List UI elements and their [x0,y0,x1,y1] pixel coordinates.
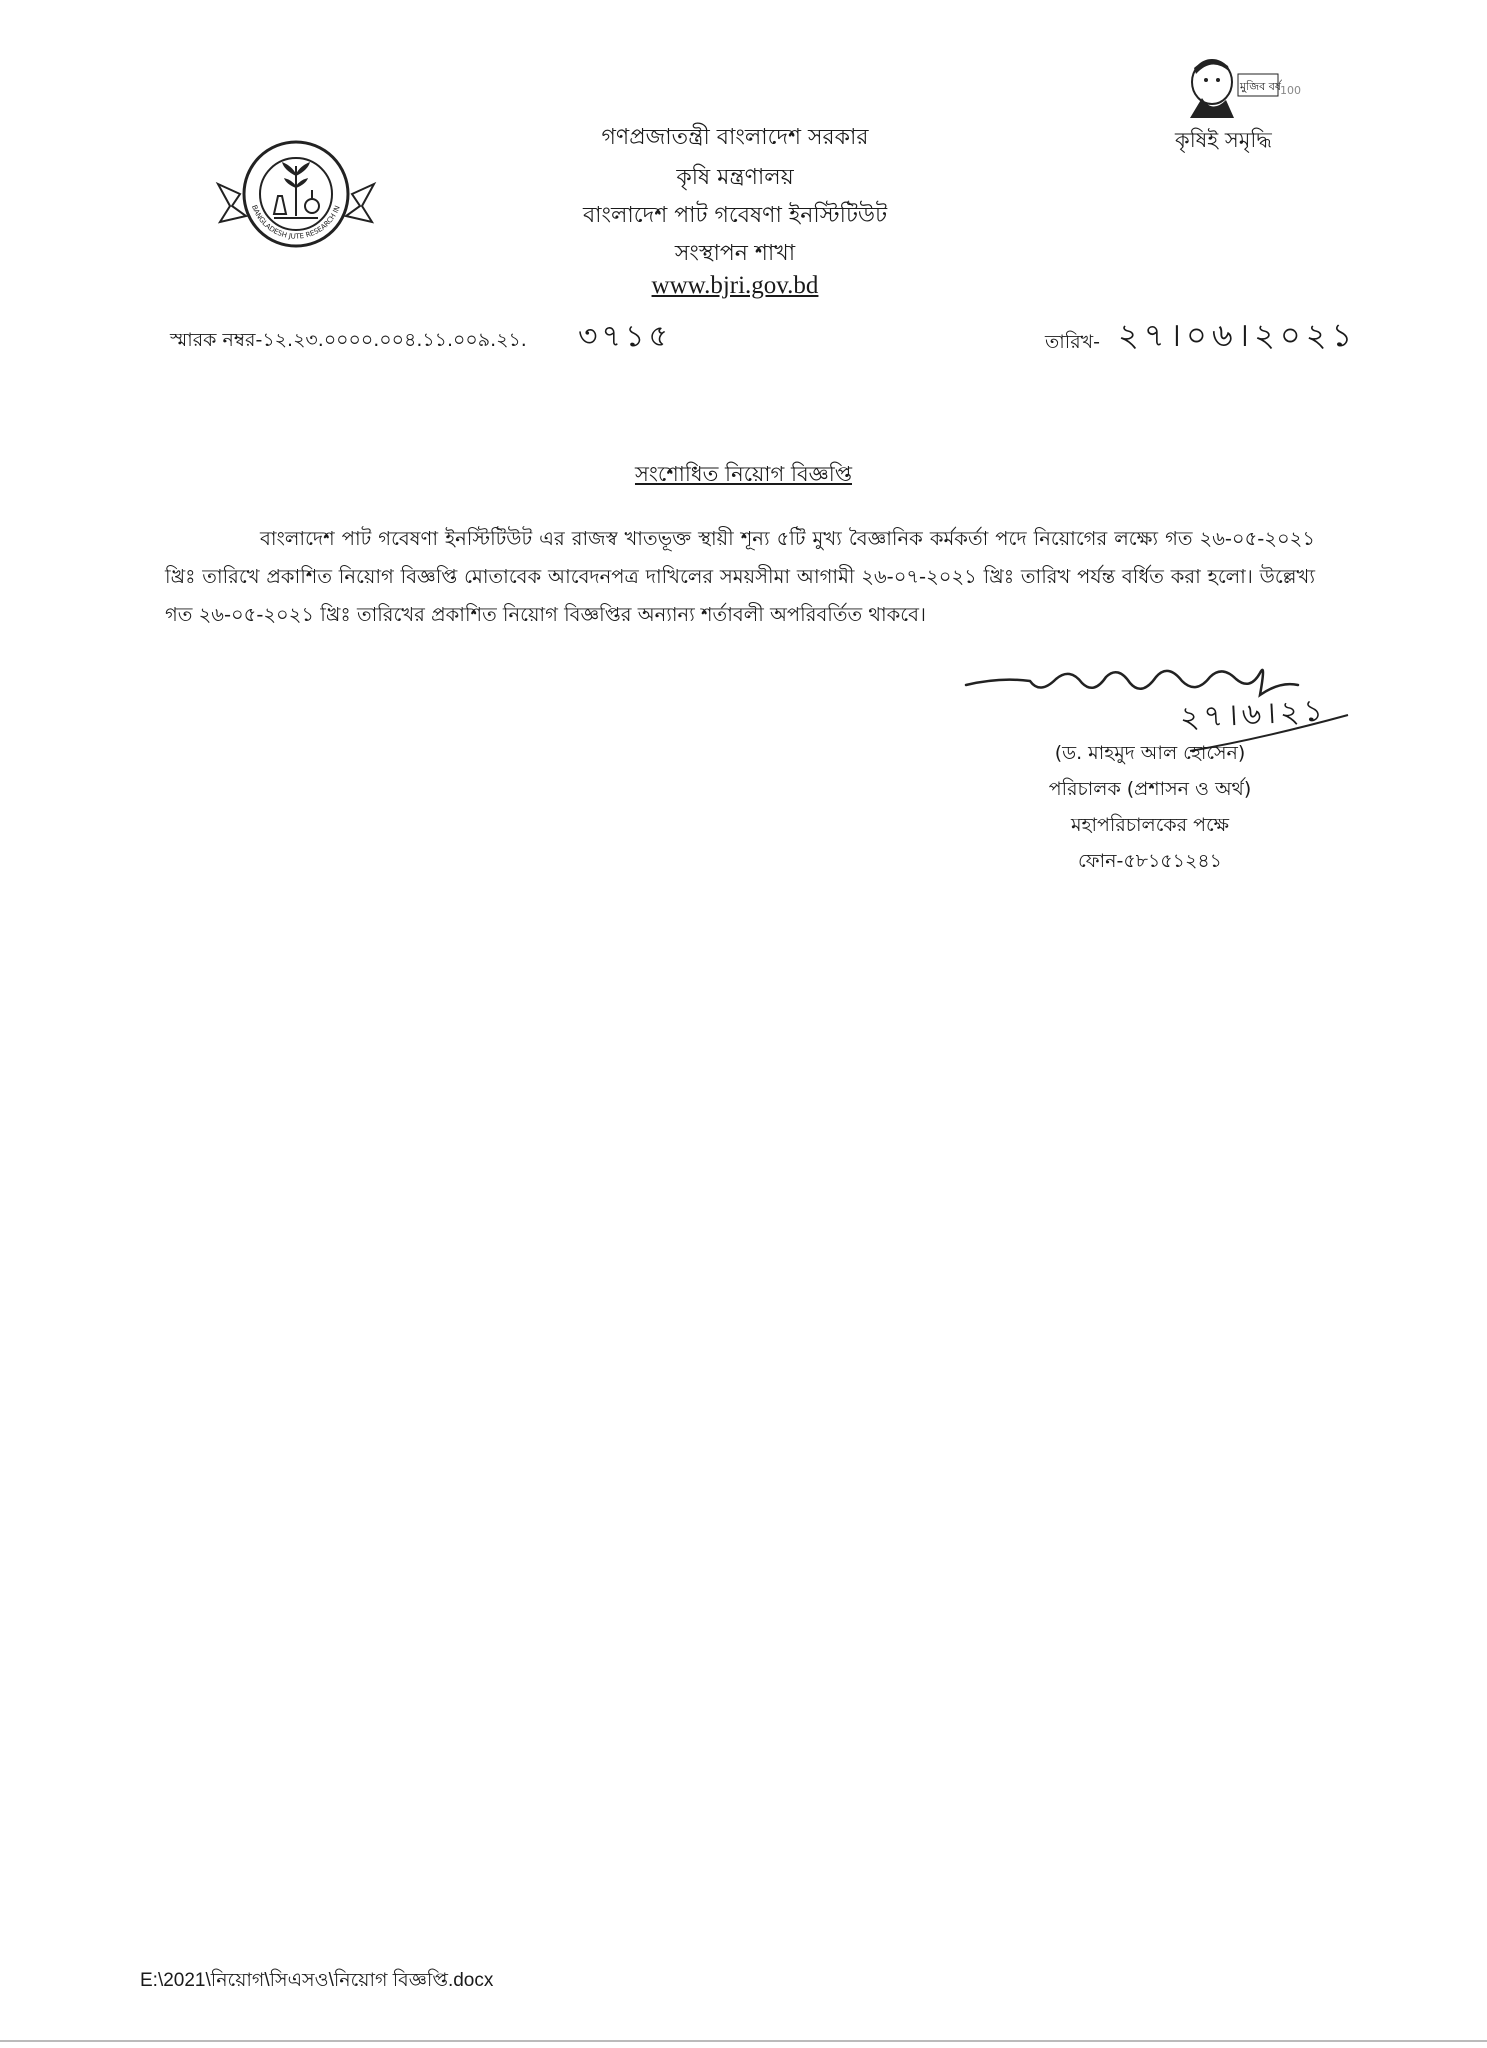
file-path: E:\2021\নিয়োগ\সিএসও\নিয়োগ বিজ্ঞপ্তি.docx [140,1970,494,1991]
government-name: গণপ্রজাতন্ত্রী বাংলাদেশ সরকার [601,125,869,150]
mujib-borsho-logo [1180,54,1310,120]
date-label: তারিখ- [1045,331,1100,353]
date-handwritten: ২৭।০৬।২০২১ [1118,316,1358,354]
section-name: সংস্থাপন শাখা [674,241,796,266]
svg-text:100: 100 [1280,84,1301,97]
page-bottom-rule [0,2040,1487,2042]
signatory-block [980,735,1320,879]
mujib-borsho-logo-icon [1180,54,1310,120]
slogan: কৃষিই সমৃদ্ধি [1175,128,1272,152]
signatory-designation: পরিচালক (প্রশাসন ও অর্থ) [1048,778,1252,800]
memo-number-label: স্মারক নম্বর-১২.২৩.০০০০.০০৪.১১.০০৯.২১. [170,329,527,351]
website-link[interactable]: www.bjri.gov.bd [651,272,819,299]
memo-number-handwritten: ৩৭১৫ [578,319,672,354]
notice-title: সংশোধিত নিয়োগ বিজ্ঞপ্তি [634,462,852,486]
signatory-name: (ড. মাহমুদ আল হোসেন) [1054,742,1246,764]
signatory-phone: ফোন-৫৮১৫১২৪১ [1078,850,1222,872]
signatory-on-behalf: মহাপরিচালকের পক্ষে [1070,814,1230,836]
ministry-name: কৃষি মন্ত্রণালয় [676,165,794,190]
institute-name: বাংলাদেশ পাট গবেষণা ইনস্টিটিউট [582,203,888,228]
bjri-seal-logo [212,136,380,256]
bjri-seal-icon [212,136,380,256]
notice-body: বাংলাদেশ পাট গবেষণা ইনস্টিটিউট এর রাজস্ব খাতভূক্ত স্থায়ী শূন্য ৫টি মুখ্য বৈজ্ঞানিক কর্মকর্তা পদে নিয়োগের লক্ষ্যে গত ২৬-০৫-২০২১ খ্রিঃ তারিখে প্রকাশিত নিয়োগ বিজ্ঞপ্তি মোতাবেক আবেদনপত্র দাখিলের সময়সীমা আগামী ২৬-০৭-২০২১ খ্রিঃ তারিখ পর্যন্ত বর্ধিত করা হলো। উল্লেখ্য গত ২৬-০৫-২০২১ খ্রিঃ তারিখের প্রকাশিত নিয়োগ বিজ্ঞপ্তির অন্যান্য শর্তাবলী অপরিবর্তিত থাকবে। [165,527,1315,626]
svg-text:মুজিব বর্ষ: মুজিব বর্ষ [1240,80,1281,93]
svg-text:BANGLADESH JUTE RESEARCH INSTI: BANGLADESH JUTE RESEARCH IN [250,203,342,241]
signature-date-handwritten: ২৭।৬।২১ [1179,693,1328,736]
